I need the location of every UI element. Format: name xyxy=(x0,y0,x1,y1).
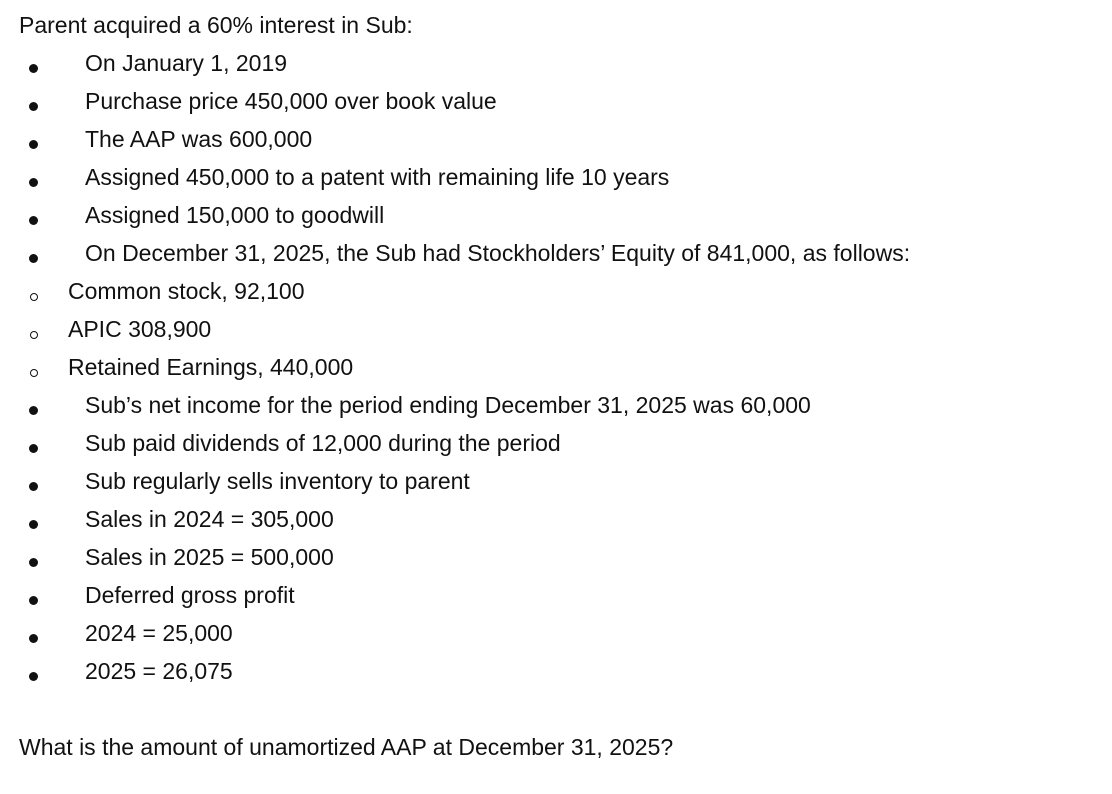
list-item-text: Deferred gross profit xyxy=(85,582,295,608)
list-item xyxy=(0,580,1112,618)
list-item-text: Sub regularly sells inventory to parent xyxy=(85,468,470,494)
list-item-text: On December 31, 2025, the Sub had Stockholders’ Equity of 841,000, as follows: xyxy=(85,240,911,266)
list-item xyxy=(0,48,1112,86)
bullet-disc-icon xyxy=(29,504,39,542)
bullet-circle-icon xyxy=(30,352,40,390)
bullet-disc-icon xyxy=(29,48,39,86)
bullet-disc-icon xyxy=(29,86,39,124)
list-item xyxy=(0,200,1112,238)
bullet-disc-icon xyxy=(29,200,39,238)
sub-list-item xyxy=(0,314,1112,352)
sub-list-item-text: Retained Earnings, 440,000 xyxy=(68,354,354,380)
bullet-disc-icon xyxy=(29,238,39,276)
sub-list-item xyxy=(0,352,1112,390)
bullet-disc-icon xyxy=(29,618,39,656)
list-item-text: On January 1, 2019 xyxy=(85,50,288,76)
list-item xyxy=(0,238,1112,276)
sub-list-item-text: APIC 308,900 xyxy=(68,316,212,342)
intro-text: Parent acquired a 60% interest in Sub: xyxy=(19,12,413,38)
bullet-disc-icon xyxy=(29,580,39,618)
bullet-disc-icon xyxy=(29,428,39,466)
list-item xyxy=(0,86,1112,124)
list-item-text: The AAP was 600,000 xyxy=(85,126,313,152)
list-item-text: Sales in 2025 = 500,000 xyxy=(85,544,334,570)
list-item-text: 2025 = 26,075 xyxy=(85,658,233,684)
list-item xyxy=(0,162,1112,200)
list-item-text: Sub’s net income for the period ending December 31, 2025 was 60,000 xyxy=(85,392,811,418)
bullet-disc-icon xyxy=(29,466,39,504)
list-item-text: Sales in 2024 = 305,000 xyxy=(85,506,334,532)
list-item-text: Assigned 450,000 to a patent with remaining life 10 years xyxy=(85,164,670,190)
list-item xyxy=(0,656,1112,694)
facts-list xyxy=(0,48,1112,694)
list-item-text: 2024 = 25,000 xyxy=(85,620,233,646)
bullet-disc-icon xyxy=(29,390,39,428)
bullet-disc-icon xyxy=(29,124,39,162)
list-item xyxy=(0,618,1112,656)
list-item xyxy=(0,390,1112,428)
bullet-circle-icon xyxy=(30,314,40,352)
bullet-disc-icon xyxy=(29,542,39,580)
bullet-disc-icon xyxy=(29,656,39,694)
list-item-text: Assigned 150,000 to goodwill xyxy=(85,202,385,228)
list-item xyxy=(0,466,1112,504)
bullet-disc-icon xyxy=(29,162,39,200)
sub-list-item xyxy=(0,276,1112,314)
list-item xyxy=(0,504,1112,542)
list-item xyxy=(0,542,1112,580)
sub-list-item-text: Common stock, 92,100 xyxy=(68,278,305,304)
list-item xyxy=(0,124,1112,162)
list-item-text: Sub paid dividends of 12,000 during the period xyxy=(85,430,561,456)
list-item-text: Purchase price 450,000 over book value xyxy=(85,88,497,114)
list-item xyxy=(0,428,1112,466)
bullet-circle-icon xyxy=(30,276,40,314)
question-text: What is the amount of unamortized AAP at December 31, 2025? xyxy=(19,734,674,760)
